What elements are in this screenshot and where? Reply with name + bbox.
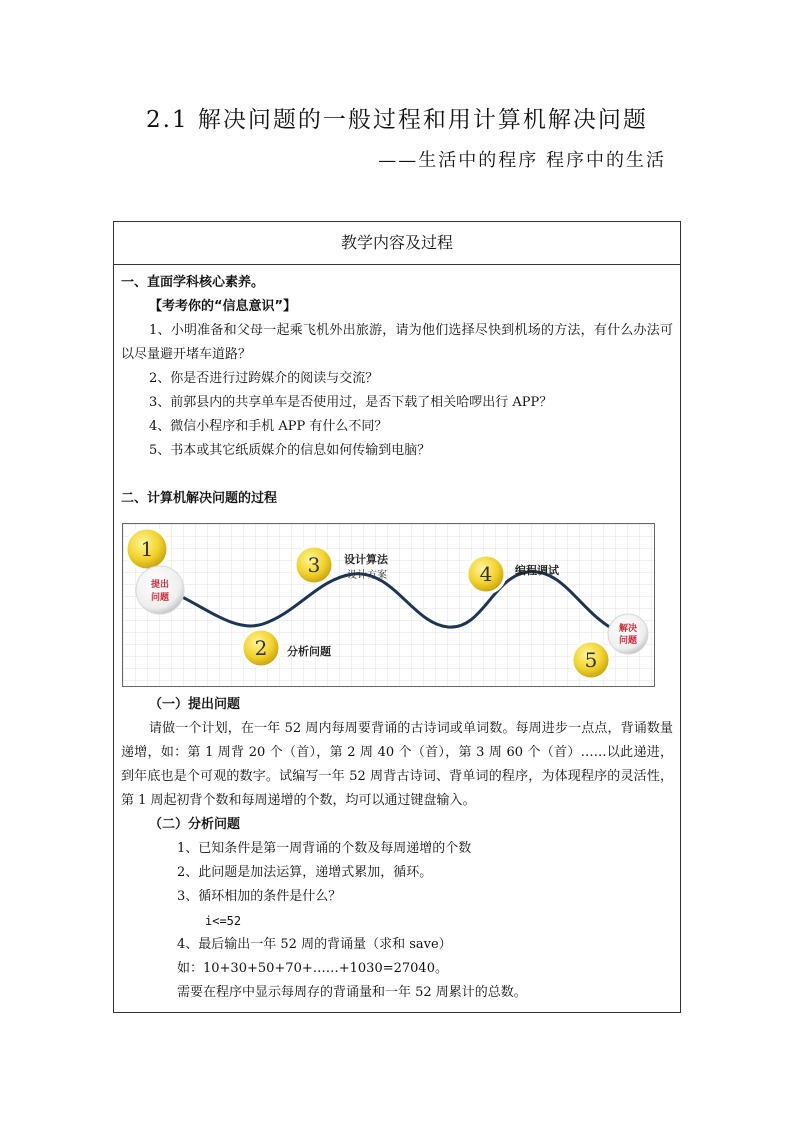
analysis-item-3: 3、循环相加的条件是什么？ <box>177 889 342 904</box>
start-bubble <box>136 566 184 614</box>
part2-heading: （二）分析问题 <box>149 817 241 832</box>
question-3: 3、前郭县内的共享单车是否使用过，是否下载了相关哈啰出行 APP？ <box>149 395 553 410</box>
svg-text:问题: 问题 <box>618 636 638 646</box>
svg-text:提出: 提出 <box>150 580 170 590</box>
step-2-label: 分析问题 <box>287 645 331 658</box>
analysis-item-1: 1、已知条件是第一周背诵的个数及每周递增的个数 <box>177 841 472 856</box>
part1-text: 请做一个计划，在一年 52 周内每周要背诵的古诗词或单词数。每周进步一点点，背诵数量递增，如：第 1 周背 20 个（首），第 2 周 40 个（首），第 3 周 60 个（首）……以此递进，到年底也是个可观的数字。试编写一年 52 周背古诗词、背单词的程序，为体现程序的灵活性，第 1 周起初背个数和每周递增的个数，均可以通过键盘输入。 <box>121 721 673 808</box>
svg-text:解决: 解决 <box>618 624 638 634</box>
question-2: 2、你是否进行过跨媒介的阅读与交流？ <box>149 371 379 386</box>
end-bubble <box>608 614 648 654</box>
step-2-circle <box>242 629 280 667</box>
part1-heading: （一）提出问题 <box>149 697 241 712</box>
question-1: 1、小明准备和父母一起乘飞机外出旅游，请为他们选择尽快到机场的方法，有什么办法可以尽量避开堵车道路？ <box>121 323 673 362</box>
process-diagram-svg <box>123 524 654 686</box>
svg-text:问题: 问题 <box>150 593 170 603</box>
svg-text:4: 4 <box>479 562 493 586</box>
step-3-sublabel: 设计方案 <box>347 570 387 581</box>
section1-subheading: 【考考你的“信息意识”】 <box>149 299 297 314</box>
svg-text:1: 1 <box>140 537 154 561</box>
section2-heading: 二、计算机解决问题的过程 <box>121 491 278 506</box>
step-3-label: 设计算法 <box>344 553 388 566</box>
loop-condition: i<=52 <box>205 914 242 928</box>
step-5-circle <box>572 641 610 679</box>
process-diagram <box>122 523 655 687</box>
step-1-circle <box>126 528 168 570</box>
svg-text:3: 3 <box>307 553 321 577</box>
step-4-label: 编程调试 <box>515 564 559 577</box>
svg-text:2: 2 <box>254 636 268 660</box>
svg-text:5: 5 <box>584 648 598 672</box>
program-note: 需要在程序中显示每周存的背诵量和一年 52 周累计的总数。 <box>177 985 527 1000</box>
question-4: 4、微信小程序和手机 APP 有什么不同？ <box>149 419 388 434</box>
page-title: 2.1 解决问题的一般过程和用计算机解决问题 <box>146 107 648 133</box>
step-4-circle <box>467 555 505 593</box>
table-header: 教学内容及过程 <box>114 222 680 265</box>
page-subtitle: ——生活中的程序 程序中的生活 <box>378 150 666 171</box>
step-3-circle <box>295 546 333 584</box>
content-table <box>113 221 681 1013</box>
analysis-item-2: 2、此问题是加法运算，递增式累加，循环。 <box>177 865 433 880</box>
section1-heading: 一、直面学科核心素养。 <box>121 275 265 290</box>
table-body <box>114 265 680 1005</box>
sum-example: 如：10+30+50+70+……+1030=27040。 <box>177 961 448 976</box>
analysis-item-4: 4、最后输出一年 52 周的背诵量（求和 save） <box>177 937 452 952</box>
question-5: 5、书本或其它纸质媒介的信息如何传输到电脑？ <box>149 443 431 458</box>
